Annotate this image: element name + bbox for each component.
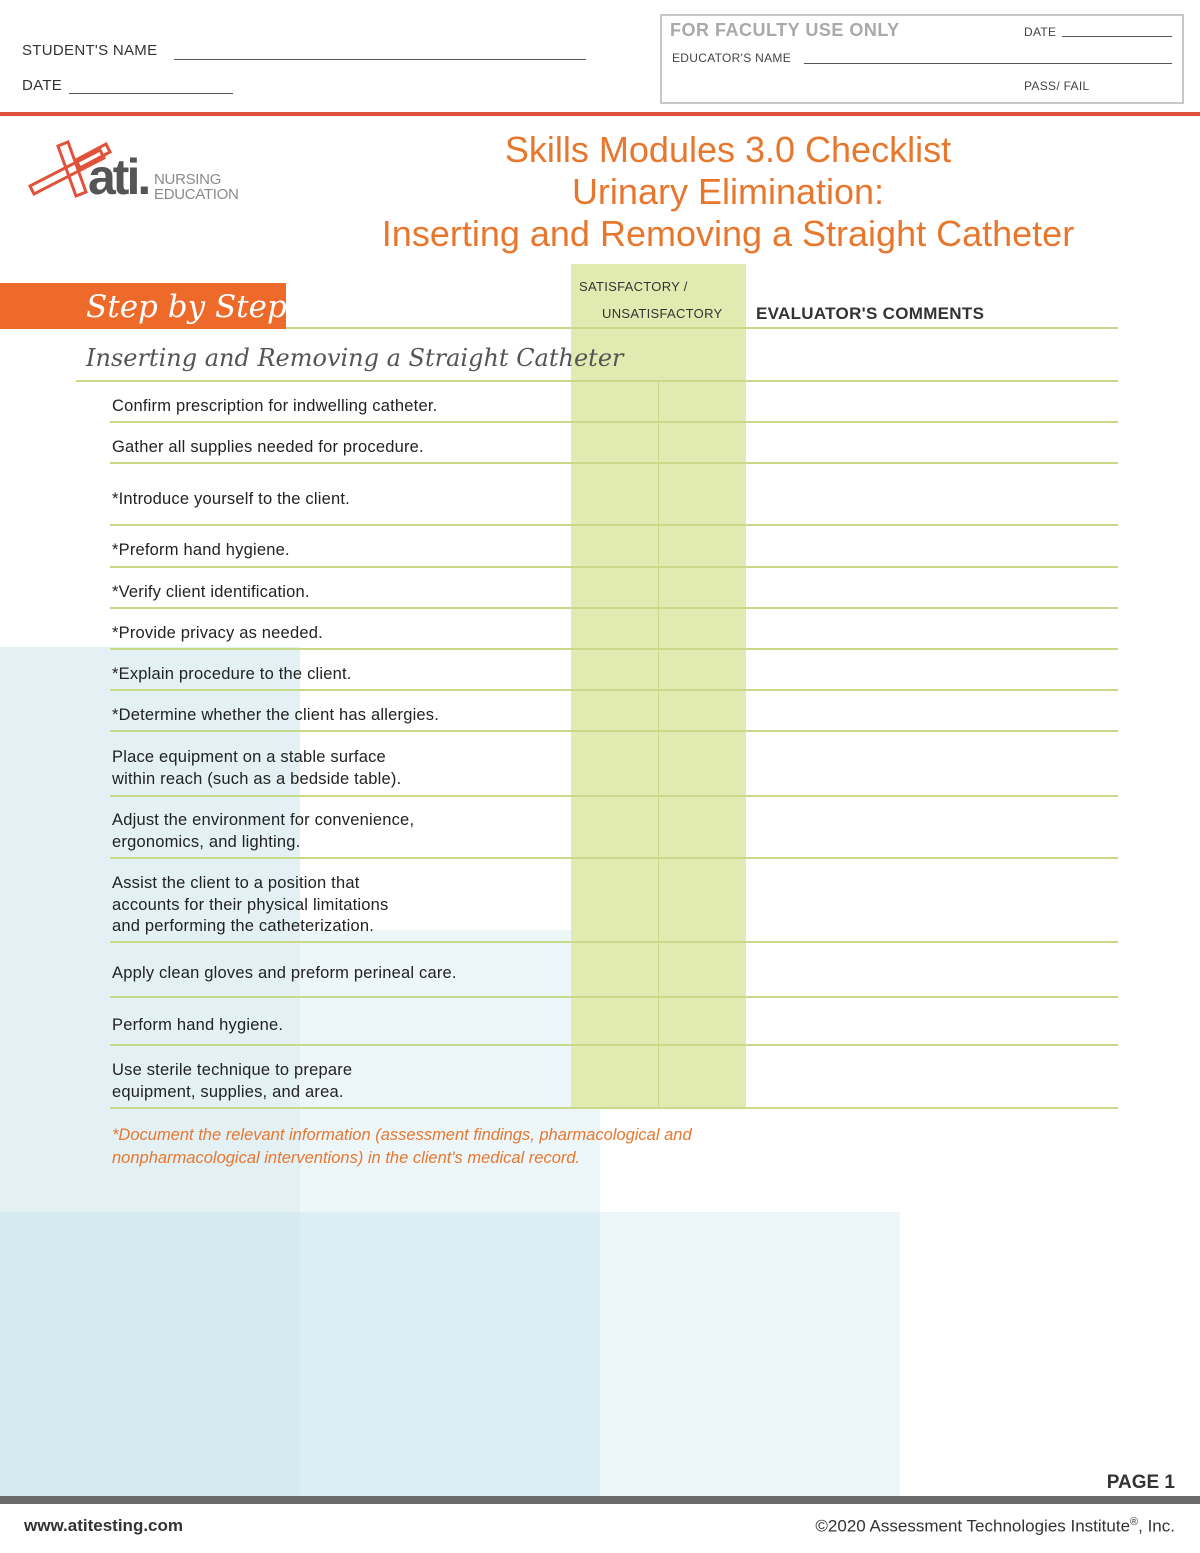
step-item: *Provide privacy as needed. bbox=[112, 624, 323, 642]
logo-line1: NURSING bbox=[154, 171, 222, 188]
page-title: Skills Modules 3.0 Checklist bbox=[504, 129, 952, 170]
evaluator-comments-label: EVALUATOR'S COMMENTS bbox=[756, 304, 985, 323]
row-divider bbox=[110, 857, 1118, 859]
registered-mark: ® bbox=[1130, 1516, 1139, 1528]
row-divider bbox=[110, 941, 1118, 943]
step-item: Confirm prescription for indwelling catheter. bbox=[112, 397, 438, 415]
step-item: *Determine whether the client has allergies. bbox=[112, 706, 440, 724]
row-divider bbox=[110, 607, 1118, 609]
background-block bbox=[600, 1212, 900, 1496]
step-item: Assist the client to a position that accounts for their physical limitations and performing the catheterization. bbox=[112, 874, 389, 935]
logo-line2: EDUCATION bbox=[154, 186, 239, 203]
footnote-line: nonpharmacological interventions) in the client's medical record. bbox=[112, 1149, 581, 1167]
row-divider bbox=[110, 1044, 1118, 1046]
logo-ati-text: ati. bbox=[88, 149, 149, 205]
satisfactory-label: SATISFACTORY / bbox=[579, 279, 688, 294]
website-link[interactable]: www.atitesting.com bbox=[24, 1516, 184, 1535]
student-date-label: DATE bbox=[22, 77, 63, 94]
copyright-suffix: , Inc. bbox=[1138, 1516, 1175, 1536]
section-title: Inserting and Removing a Straight Catheter bbox=[86, 344, 624, 372]
step-item: *Introduce yourself to the client. bbox=[112, 490, 350, 508]
footer-rule bbox=[0, 1496, 1200, 1504]
copyright-text: ©2020 Assessment Technologies Institute bbox=[815, 1516, 1131, 1536]
step-item: Apply clean gloves and preform perineal care. bbox=[112, 964, 457, 982]
row-divider bbox=[110, 1107, 1118, 1109]
step-by-step-label: Step by Step bbox=[86, 289, 287, 325]
row-divider bbox=[110, 421, 1118, 423]
row-divider bbox=[110, 462, 1118, 464]
step-item: Adjust the environment for convenience, ergonomics, and lighting. bbox=[112, 811, 415, 851]
step-item: Place equipment on a stable surface within reach (such as a bedside table). bbox=[112, 748, 402, 788]
page-number: PAGE 1 bbox=[1106, 1472, 1175, 1493]
unsatisfactory-label: UNSATISFACTORY bbox=[602, 306, 723, 321]
step-item: Gather all supplies needed for procedure. bbox=[112, 438, 424, 456]
student-name-label: STUDENT'S NAME bbox=[22, 42, 158, 59]
page-subtitle: Urinary Elimination: bbox=[571, 171, 885, 212]
pass-fail-label: PASS/ FAIL bbox=[1024, 79, 1090, 93]
footnote bbox=[112, 1124, 872, 1170]
row-divider bbox=[110, 795, 1118, 797]
row-divider bbox=[110, 996, 1118, 998]
page-subtitle-2: Inserting and Removing a Straight Catheter bbox=[381, 213, 1075, 254]
step-item: *Verify client identification. bbox=[112, 583, 310, 601]
column-divider bbox=[658, 380, 659, 1109]
footnote-line: *Document the relevant information (assessment findings, pharmacological and bbox=[112, 1126, 692, 1144]
faculty-date-label: DATE bbox=[1024, 25, 1057, 39]
student-name-field[interactable] bbox=[174, 59, 586, 60]
copyright bbox=[815, 1516, 1175, 1537]
educator-name-field[interactable] bbox=[804, 63, 1172, 64]
section-rule bbox=[76, 380, 1118, 382]
step-item: Perform hand hygiene. bbox=[112, 1016, 284, 1034]
row-divider bbox=[110, 524, 1118, 526]
header-rule bbox=[286, 327, 1118, 329]
step-item: *Explain procedure to the client. bbox=[112, 665, 352, 683]
step-item: *Preform hand hygiene. bbox=[112, 541, 290, 559]
row-divider bbox=[110, 648, 1118, 650]
header-divider bbox=[0, 112, 1200, 116]
background-block bbox=[300, 1212, 600, 1496]
educator-name-label: EDUCATOR'S NAME bbox=[672, 51, 792, 65]
faculty-title: FOR FACULTY USE ONLY bbox=[670, 20, 900, 40]
row-divider bbox=[110, 689, 1118, 691]
student-date-field[interactable] bbox=[69, 93, 233, 94]
step-item: Use sterile technique to prepare equipment, supplies, and area. bbox=[112, 1061, 353, 1101]
row-divider bbox=[110, 566, 1118, 568]
logo-nursing-education bbox=[154, 172, 239, 202]
row-divider bbox=[110, 730, 1118, 732]
faculty-box bbox=[660, 14, 1184, 104]
faculty-date-field[interactable] bbox=[1062, 36, 1172, 37]
